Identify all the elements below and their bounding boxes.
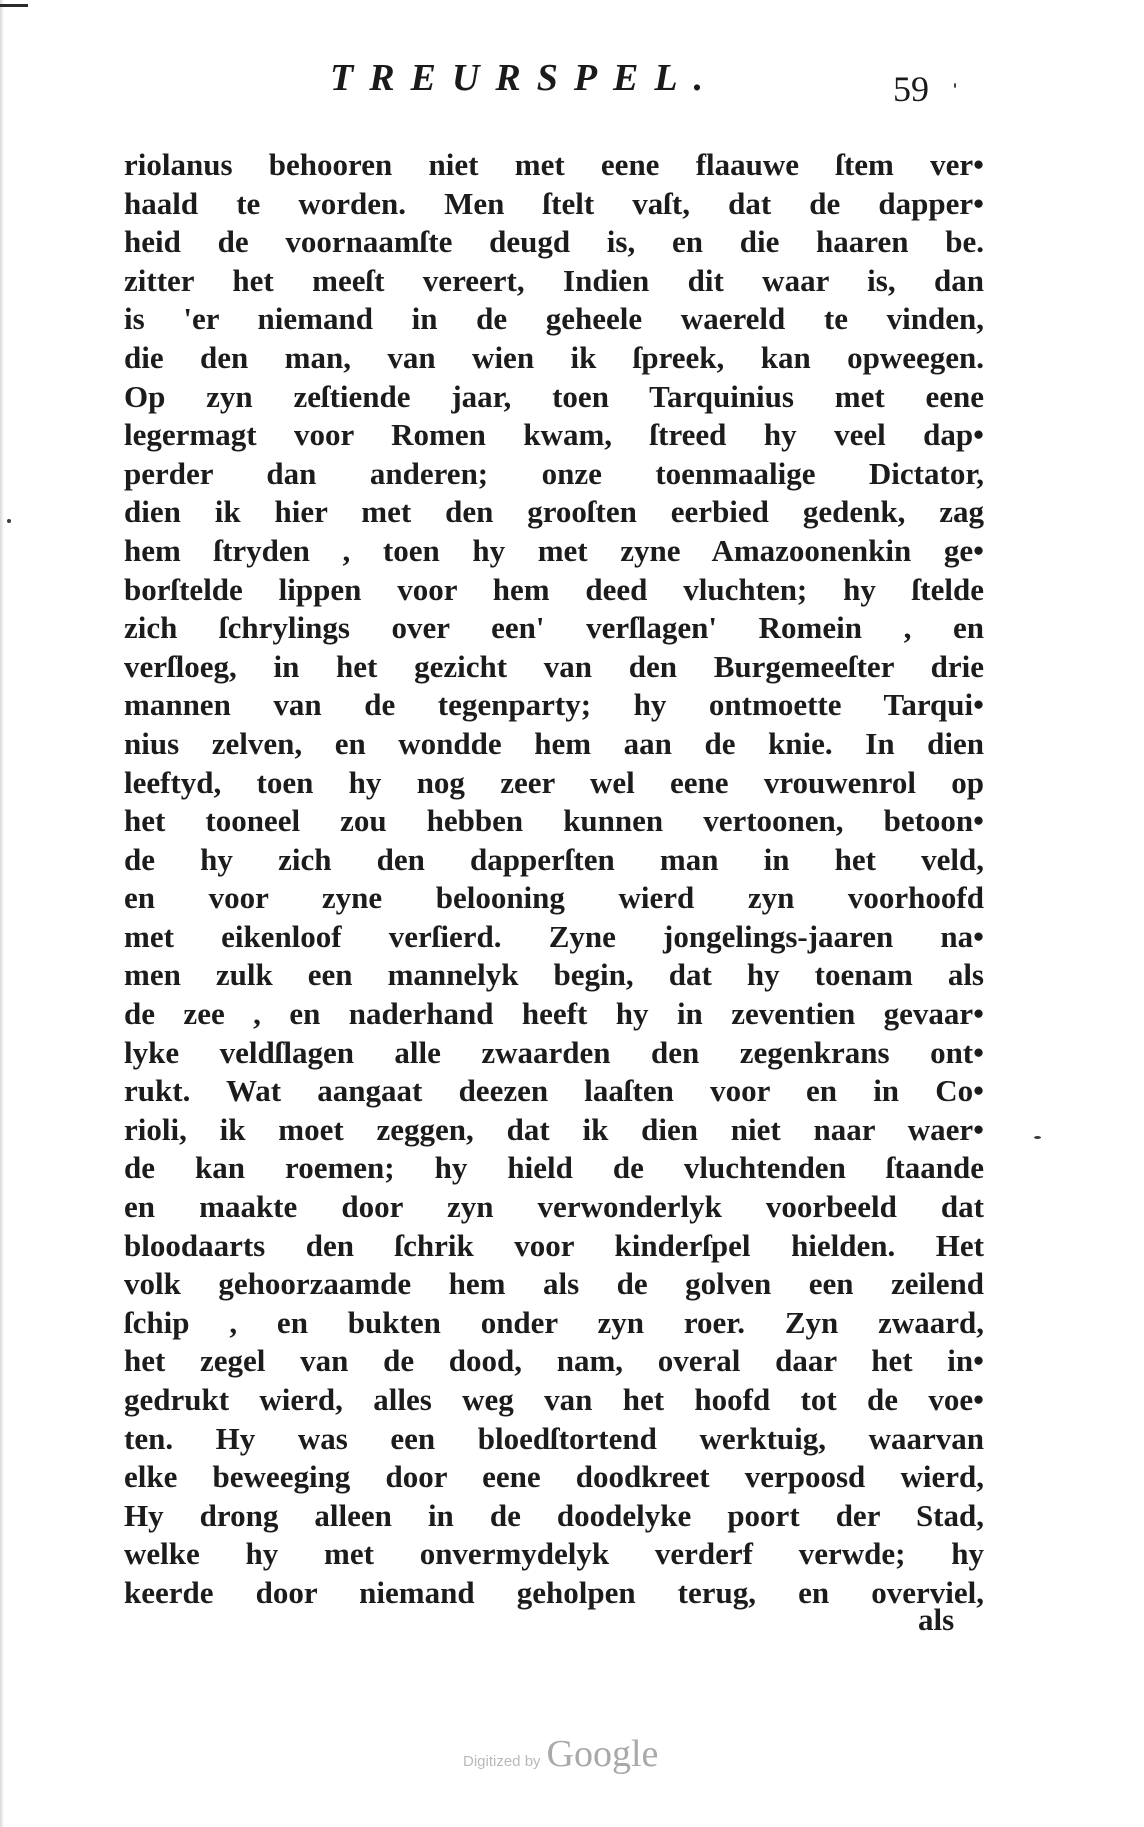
watermark-prefix: Digitized by xyxy=(463,1753,541,1770)
scan-corner-mark xyxy=(0,4,28,7)
text-line: de hy zich den dapperſten man in het veld, xyxy=(124,841,984,877)
running-head: TREURSPEL. xyxy=(330,57,720,99)
text-line: perder dan anderen; onze toenmaalige Dictator, xyxy=(124,455,984,491)
text-line: verſloeg, in het gezicht van den Burgemeeſter drie xyxy=(124,648,984,684)
text-line: hem ſtryden , toen hy met zyne Amazoonenkin ge• xyxy=(124,532,984,568)
text-line: gedrukt wierd, alles weg van het hoofd tot de voe• xyxy=(124,1382,984,1417)
text-line: het zegel van de dood, nam, overal daar het in• xyxy=(124,1343,984,1379)
text-line: mannen van de tegenparty; hy ontmoette Tarqui• xyxy=(124,687,984,723)
text-line: de kan roemen; hy hield de vluchtenden ſtaande xyxy=(124,1150,984,1186)
text-line: legermagt voor Romen kwam, ſtreed hy veel dap• xyxy=(124,417,984,453)
digitized-watermark xyxy=(463,1732,658,1776)
text-line: riolanus behooren niet met eene flaauwe ſtem ver• xyxy=(124,147,984,182)
text-line: ten. Hy was een bloedſtortend werktuig, waarvan xyxy=(124,1420,984,1456)
text-line: rioli, ik moet zeggen, dat ik dien niet naar waer• xyxy=(124,1111,984,1147)
text-line: en voor zyne belooning wierd zyn voorhoofd xyxy=(124,880,984,916)
text-line: leeftyd, toen hy nog zeer wel eene vrouwenrol op xyxy=(124,764,984,800)
text-line: Hy drong alleen in de doodelyke poort der Stad, xyxy=(124,1497,984,1533)
text-line: borſtelde lippen voor hem deed vluchten; hy ſtelde xyxy=(124,571,984,607)
text-line: dien ik hier met den grooſten eerbied gedenk, zag xyxy=(124,494,984,530)
scan-speck xyxy=(7,519,11,523)
text-line: die den man, van wien ik ſpreek, kan opweegen. xyxy=(124,339,984,375)
text-line: lyke veldſlagen alle zwaarden den zegenkrans ont• xyxy=(124,1034,984,1070)
scan-speck xyxy=(954,83,956,88)
text-line: met eikenloof verſierd. Zyne jongelings-jaaren na• xyxy=(124,918,984,954)
page-number: 59 xyxy=(893,69,929,109)
text-line: het tooneel zou hebben kunnen vertoonen, betoon• xyxy=(124,803,984,839)
text-line: keerde door niemand geholpen terug, en overviel, xyxy=(124,1574,984,1610)
text-line: rukt. Wat aangaat deezen laaſten voor en in Co• xyxy=(124,1073,984,1109)
text-line: zitter het meeſt vereert, Indien dit waar is, dan xyxy=(124,262,984,298)
text-line: men zulk een mannelyk begin, dat hy toenam als xyxy=(124,957,984,993)
text-line: welke hy met onvermydelyk verderf verwde; hy xyxy=(124,1536,984,1572)
text-line: en maakte door zyn verwonderlyk voorbeeld dat xyxy=(124,1189,984,1225)
scan-speck xyxy=(1034,1136,1041,1139)
text-line: elke beweeging door eene doodkreet verpoosd wierd, xyxy=(124,1459,984,1495)
text-line: nius zelven, en wondde hem aan de knie. In dien xyxy=(124,725,984,761)
text-line: is 'er niemand in de geheele waereld te vinden, xyxy=(124,301,984,337)
text-line: zich ſchrylings over een' verſlagen' Romein , en xyxy=(124,610,984,646)
text-line: volk gehoorzaamde hem als de golven een zeilend xyxy=(124,1266,984,1302)
text-line: heid de voornaamſte deugd is, en die haaren be. xyxy=(124,224,984,260)
text-line: ſchip , en bukten onder zyn roer. Zyn zwaard, xyxy=(124,1304,984,1340)
text-line: de zee , en naderhand heeft hy in zeventien gevaar• xyxy=(124,996,984,1032)
text-line: bloodaarts den ſchrik voor kinderſpel hielden. Het xyxy=(124,1227,984,1263)
page-edge-shadow xyxy=(0,0,4,1827)
body-text xyxy=(124,146,984,1613)
text-line: Op zyn zeſtiende jaar, toen Tarquinius met eene xyxy=(124,378,984,414)
google-logo: Google xyxy=(546,1733,659,1775)
catchword: als xyxy=(918,1602,955,1637)
text-line: haald te worden. Men ſtelt vaſt, dat de dapper• xyxy=(124,185,984,221)
